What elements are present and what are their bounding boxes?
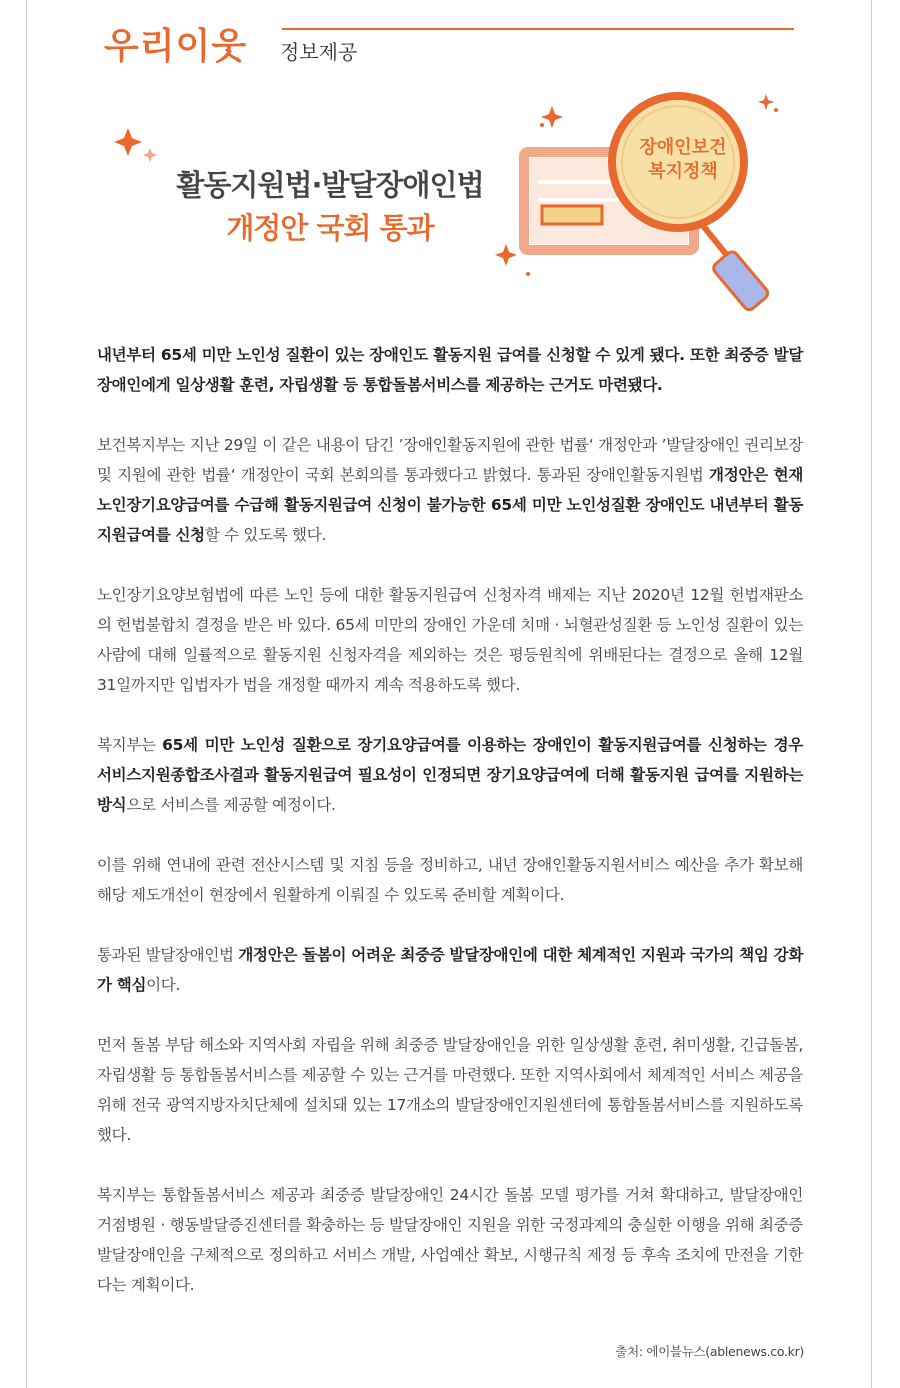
brand-logo: 우리이웃 [104, 26, 248, 67]
hero-subtitle: 개정안 국회 통과 [226, 211, 434, 245]
emphasis: 개정안은 현재 노인장기요양급여를 수급해 활동지원급여 신청이 불가능한 65세 미만 노인성질환 장애인도 내년부터 활동지원급여를 신청 [97, 466, 803, 544]
header-divider [282, 28, 794, 30]
badge-line-1: 장애인보건 [639, 137, 727, 158]
text-run: 통과된 발달장애인법 [97, 946, 239, 964]
article-paragraph [97, 730, 803, 820]
text-run: 이다. [146, 976, 181, 994]
badge-line-2: 복지정책 [648, 161, 718, 182]
text-run: 보건복지부는 지난 29일 이 같은 내용이 담긴 ’장애인활동지원에 관한 법률‘ 개정안과 ’발달장애인 권리보장 및 지원에 관한 법률‘ 개정안이 국회 본회의를 통과했다고 밝혔다. 통과된 장애인활동지원법 [97, 436, 803, 484]
magnifier-icon [612, 96, 770, 312]
sparkle-left-icon [112, 124, 162, 164]
article-paragraph: 먼저 돌봄 부담 해소와 지역사회 자립을 위해 최중증 발달장애인을 위한 일상생활 훈련, 취미생활, 긴급돌봄, 자립생활 등 통합돌봄서비스를 제공할 수 있는 근거를 마련했다. 또한 지역사회에서 체계적인 서비스 제공을 위해 전국 광역지방자치단체에 설치돼 있는 17개소의 발달장애인지원센터에 통합돌봄서비스를 지원하도록 했다. [97, 1036, 803, 1144]
source-credit: 출처: 에이블뉴스(ablenews.co.kr) [615, 1344, 804, 1359]
article-paragraph [97, 940, 803, 1000]
hero-title: 활동지원법·발달장애인법 [176, 168, 484, 202]
article-lead: 내년부터 65세 미만 노인성 질환이 있는 장애인도 활동지원 급여를 신청할 수 있게 됐다. 또한 최중증 발달장애인에게 일상생활 훈련, 자립생활 등 통합돌봄서비스를 제공하는 근거도 마련됐다. [97, 346, 803, 394]
text-run: 할 수 있도록 했다. [204, 526, 327, 544]
text-run: 복지부는 [97, 736, 163, 754]
magnifier-illustration [490, 80, 810, 320]
emphasis: 개정안은 돌봄이 어려운 최중증 발달장애인에 대한 체계적인 지원과 국가의 책임 강화가 핵심 [97, 946, 803, 994]
article-body [97, 340, 803, 1330]
text-run: 으로 서비스를 제공할 예정이다. [126, 796, 336, 814]
article-paragraph: 이를 위해 연내에 관련 전산시스템 및 지침 등을 정비하고, 내년 장애인활동지원서비스 예산을 추가 확보해 해당 제도개선이 현장에서 원활하게 이뤄질 수 있도록 준비할 계획이다. [97, 856, 803, 904]
article-paragraph: 노인장기요양보험법에 따른 노인 등에 대한 활동지원급여 신청자격 배제는 지난 2020년 12월 헌법재판소의 헌법불합치 결정을 받은 바 있다. 65세 미만의 장애인 가운데 치매 · 뇌혈관성질환 등 노인성 질환이 있는 사람에 대해 일률적으로 활동지원 신청자격을 제외하는 것은 평등원칙에 위배된다는 결정으로 올해 12월 31일까지만 입법자가 법을 개정할 때까지 계속 적용하도록 했다. [97, 586, 803, 694]
emphasis: 65세 미만 노인성 질환으로 장기요양급여를 이용하는 장애인이 활동지원급여를 신청하는 경우 서비스지원종합조사결과 활동지원급여 필요성이 인정되면 장기요양급여에 더해 활동지원 급여를 지원하는 방식 [97, 736, 803, 814]
article-paragraph [97, 430, 803, 550]
article-paragraph: 복지부는 통합돌봄서비스 제공과 최중증 발달장애인 24시간 돌봄 모델 평가를 거쳐 확대하고, 발달장애인 거점병원 · 행동발달증진센터를 확충하는 등 발달장애인 지원을 위한 국정과제의 충실한 이행을 위해 최중증 발달장애인을 구체적으로 정의하고 서비스 개발, 사업예산 확보, 시행규칙 제정 등 후속 조치에 만전을 기한다는 계획이다. [97, 1186, 803, 1294]
header-subtitle: 정보제공 [280, 40, 358, 64]
policy-badge [623, 136, 743, 184]
